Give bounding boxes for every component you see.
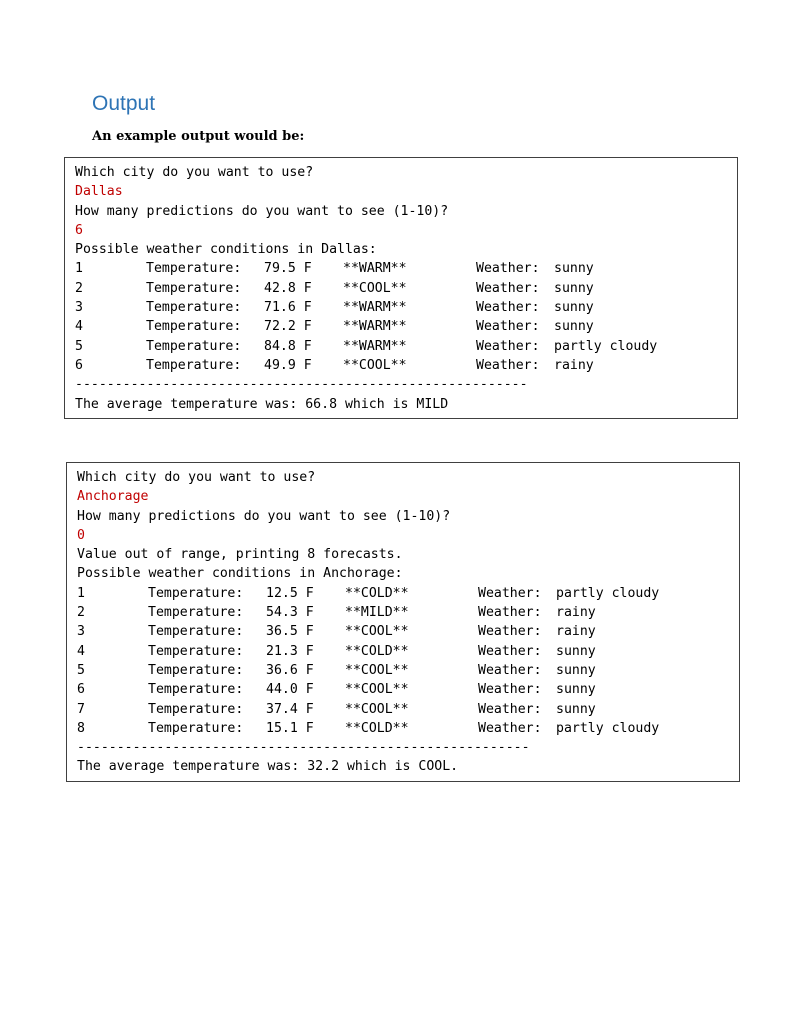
- intro-text: An example output would be:: [92, 129, 305, 144]
- temperature-label: Temperature:: [148, 720, 244, 736]
- weather-value: sunny: [556, 682, 596, 698]
- temperature-label: Temperature:: [146, 357, 242, 373]
- conditions-header: Possible weather conditions in Anchorage:: [77, 566, 403, 582]
- temperature-label: Temperature:: [146, 280, 242, 296]
- forecast-row: [77, 642, 739, 661]
- temperature-label: Temperature:: [146, 261, 242, 277]
- weather-value: partly cloudy: [554, 338, 658, 354]
- count-input-value: 6: [75, 222, 83, 238]
- city-input-value: Dallas: [75, 184, 123, 200]
- weather-label: Weather:: [476, 300, 540, 316]
- forecast-row: [77, 584, 739, 603]
- temperature-value: 42.8 F: [264, 280, 312, 296]
- forecast-number: 4: [75, 319, 83, 335]
- temperature-label: Temperature:: [146, 338, 242, 354]
- weather-label: Weather:: [478, 720, 542, 736]
- forecast-number: 1: [75, 261, 83, 277]
- temperature-value: 84.8 F: [264, 338, 312, 354]
- range-notice: Value out of range, printing 8 forecasts.: [77, 547, 403, 563]
- console-output-dallas: [64, 157, 738, 419]
- temperature-category: **COLD**: [345, 585, 409, 601]
- temperature-value: 36.6 F: [266, 662, 314, 678]
- forecast-row: [75, 356, 737, 375]
- average-summary: The average temperature was: 66.8 which is MILD: [75, 396, 449, 412]
- forecast-number: 1: [77, 585, 85, 601]
- temperature-value: 21.3 F: [266, 643, 314, 659]
- temperature-category: **WARM**: [343, 338, 407, 354]
- weather-label: Weather:: [478, 605, 542, 621]
- forecast-rows: [77, 584, 739, 738]
- separator-line: ---------------------------------------------------------: [77, 740, 530, 756]
- temperature-category: **MILD**: [345, 605, 409, 621]
- count-input-value: 0: [77, 527, 85, 543]
- forecast-number: 7: [77, 701, 85, 717]
- temperature-category: **COOL**: [345, 701, 409, 717]
- forecast-row: [77, 719, 739, 738]
- weather-label: Weather:: [478, 585, 542, 601]
- weather-label: Weather:: [476, 280, 540, 296]
- forecast-row: [75, 279, 737, 298]
- weather-value: rainy: [554, 357, 594, 373]
- weather-value: partly cloudy: [556, 585, 660, 601]
- temperature-value: 54.3 F: [266, 605, 314, 621]
- weather-label: Weather:: [478, 701, 542, 717]
- weather-label: Weather:: [478, 624, 542, 640]
- temperature-category: **COOL**: [345, 624, 409, 640]
- temperature-category: **WARM**: [343, 319, 407, 335]
- temperature-value: 44.0 F: [266, 682, 314, 698]
- weather-value: sunny: [554, 261, 594, 277]
- temperature-label: Temperature:: [148, 624, 244, 640]
- count-prompt: How many predictions do you want to see (1-10)?: [75, 203, 449, 219]
- forecast-row: [75, 317, 737, 336]
- forecast-number: 2: [75, 280, 83, 296]
- temperature-category: **COOL**: [343, 280, 407, 296]
- temperature-category: **WARM**: [343, 300, 407, 316]
- section-heading: Output: [92, 92, 156, 115]
- weather-label: Weather:: [476, 357, 540, 373]
- weather-value: sunny: [554, 319, 594, 335]
- temperature-category: **COOL**: [345, 662, 409, 678]
- temperature-label: Temperature:: [146, 319, 242, 335]
- temperature-value: 36.5 F: [266, 624, 314, 640]
- console-output-anchorage: [66, 462, 740, 782]
- weather-label: Weather:: [478, 682, 542, 698]
- forecast-row: [77, 603, 739, 622]
- temperature-label: Temperature:: [146, 300, 242, 316]
- temperature-category: **COLD**: [345, 720, 409, 736]
- forecast-number: 8: [77, 720, 85, 736]
- temperature-category: **COLD**: [345, 643, 409, 659]
- temperature-category: **COOL**: [343, 357, 407, 373]
- temperature-label: Temperature:: [148, 585, 244, 601]
- average-summary: The average temperature was: 32.2 which is COOL.: [77, 759, 459, 775]
- forecast-row: [77, 661, 739, 680]
- city-input-value: Anchorage: [77, 489, 149, 505]
- weather-value: sunny: [554, 300, 594, 316]
- conditions-header: Possible weather conditions in Dallas:: [75, 242, 377, 258]
- forecast-number: 2: [77, 605, 85, 621]
- weather-label: Weather:: [476, 261, 540, 277]
- temperature-value: 15.1 F: [266, 720, 314, 736]
- temperature-category: **WARM**: [343, 261, 407, 277]
- weather-value: rainy: [556, 624, 596, 640]
- forecast-number: 3: [75, 300, 83, 316]
- city-prompt: Which city do you want to use?: [75, 165, 314, 180]
- separator-line: ---------------------------------------------------------: [75, 377, 528, 393]
- forecast-number: 6: [75, 357, 83, 373]
- weather-label: Weather:: [478, 643, 542, 659]
- forecast-row: [77, 680, 739, 699]
- temperature-label: Temperature:: [148, 701, 244, 717]
- forecast-row: [77, 622, 739, 641]
- temperature-value: 12.5 F: [266, 585, 314, 601]
- temperature-label: Temperature:: [148, 682, 244, 698]
- temperature-value: 79.5 F: [264, 261, 312, 277]
- forecast-rows: [75, 259, 737, 375]
- forecast-row: [75, 337, 737, 356]
- forecast-number: 3: [77, 624, 85, 640]
- weather-value: sunny: [554, 280, 594, 296]
- temperature-label: Temperature:: [148, 643, 244, 659]
- count-prompt: How many predictions do you want to see (1-10)?: [77, 508, 451, 524]
- weather-label: Weather:: [478, 662, 542, 678]
- weather-value: sunny: [556, 701, 596, 717]
- forecast-row: [75, 259, 737, 278]
- weather-value: rainy: [556, 605, 596, 621]
- weather-value: partly cloudy: [556, 720, 660, 736]
- temperature-value: 49.9 F: [264, 357, 312, 373]
- temperature-label: Temperature:: [148, 605, 244, 621]
- forecast-number: 5: [75, 338, 83, 354]
- weather-label: Weather:: [476, 319, 540, 335]
- temperature-value: 71.6 F: [264, 300, 312, 316]
- weather-label: Weather:: [476, 338, 540, 354]
- weather-value: sunny: [556, 643, 596, 659]
- forecast-row: [77, 700, 739, 719]
- forecast-number: 4: [77, 643, 85, 659]
- temperature-category: **COOL**: [345, 682, 409, 698]
- temperature-value: 72.2 F: [264, 319, 312, 335]
- forecast-number: 6: [77, 682, 85, 698]
- forecast-row: [75, 298, 737, 317]
- weather-value: sunny: [556, 662, 596, 678]
- temperature-label: Temperature:: [148, 662, 244, 678]
- temperature-value: 37.4 F: [266, 701, 314, 717]
- city-prompt: Which city do you want to use?: [77, 470, 316, 485]
- forecast-number: 5: [77, 662, 85, 678]
